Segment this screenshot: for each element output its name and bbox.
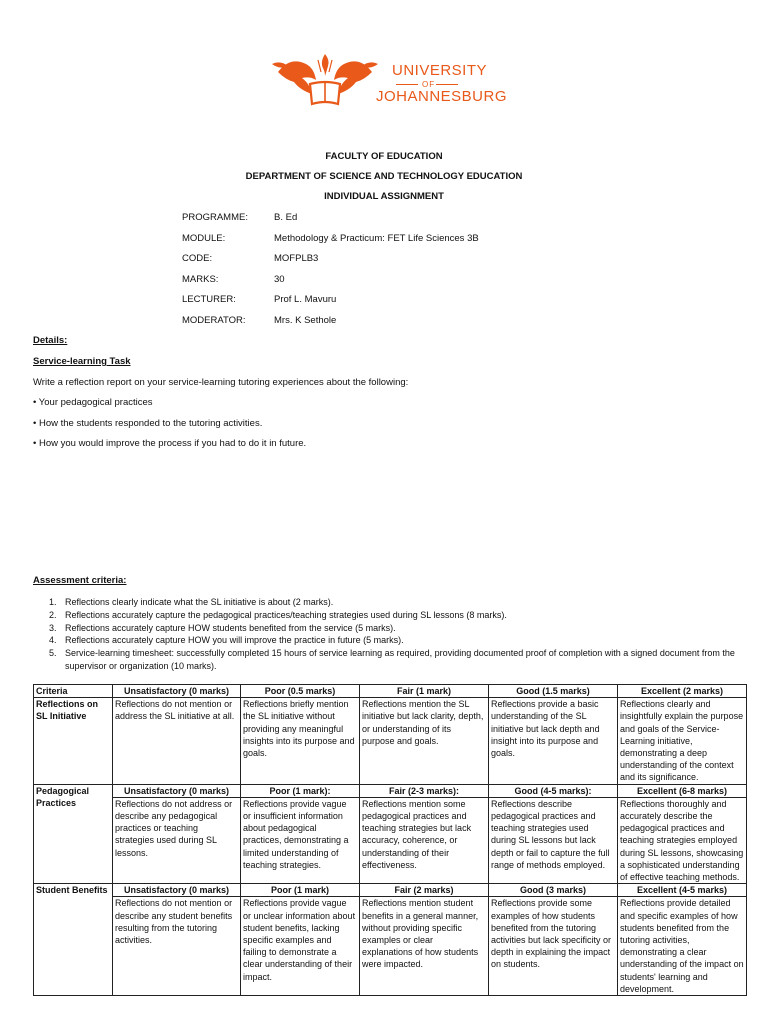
rubric-table	[33, 684, 747, 996]
rubric-cell: Reflections describe pedagogical practices and teaching strategies used during SL lessons but lack depth or fail to capture the full range of methods employed.	[489, 797, 618, 883]
criteria-item	[33, 622, 753, 635]
rubric-header-cell: Unsatisfactory (0 marks)	[113, 685, 241, 698]
bullet-item: • How you would improve the process if you had to do it in future.	[33, 438, 307, 449]
rubric-row-pedagogical	[34, 784, 747, 797]
rubric-cell: Reflections do not mention or address the SL initiative at all.	[113, 698, 241, 784]
rubric-level-label: Fair (2-3 marks):	[360, 784, 489, 797]
rubric-row-student-benefits-desc	[34, 897, 747, 996]
criteria-list	[33, 596, 753, 673]
rubric-criterion-name: Student Benefits	[34, 884, 113, 996]
rubric-row-sl-initiative	[34, 698, 747, 784]
rubric-cell: Reflections provide some examples of how students benefited from the tutoring activities but lack specificity or depth in explaining the impact on students.	[489, 897, 618, 996]
rubric-criterion-name: Reflections on SL Initiative	[34, 698, 113, 784]
rubric-level-label: Excellent (6-8 marks)	[618, 784, 747, 797]
rubric-level-label: Excellent (4-5 marks)	[618, 884, 747, 897]
rubric-level-label: Poor (1 mark)	[241, 884, 360, 897]
logo-johannesburg-text: JOHANNESBURG	[376, 88, 508, 105]
info-value: MOFPLB3	[274, 253, 319, 264]
crest-icon	[270, 50, 380, 110]
rubric-cell: Reflections thoroughly and accurately describe the pedagogical practices and teaching strategies employed during SL lessons, showcasing a sophisticated understanding of effective teaching methods.	[618, 797, 747, 883]
rubric-cell: Reflections briefly mention the SL initiative without providing any meaningful insights into its purpose and goals.	[241, 698, 360, 784]
rubric-level-label: Fair (2 marks)	[360, 884, 489, 897]
rubric-cell: Reflections mention the SL initiative but lack clarity, depth, or understanding of its purpose and goals.	[360, 698, 489, 784]
criteria-number: 2.	[49, 609, 57, 620]
criteria-text: Service-learning timesheet: successfully completed 15 hours of service learning as required, providing documented proof of completion with a signed document from the supervisor or organization (10 marks).	[65, 648, 735, 671]
rubric-row-student-benefits	[34, 884, 747, 897]
criteria-text: Reflections accurately capture HOW you will improve the practice in future (5 marks).	[65, 635, 404, 646]
criteria-item	[33, 596, 753, 609]
department-heading: DEPARTMENT OF SCIENCE AND TECHNOLOGY EDUCATION	[245, 171, 523, 182]
info-value: Mrs. K Sethole	[274, 315, 337, 326]
criteria-number: 5.	[49, 648, 57, 659]
criteria-text: Reflections clearly indicate what the SL initiative is about (2 marks).	[65, 597, 334, 607]
rubric-criterion-name: Pedagogical Practices	[34, 784, 113, 884]
rubric-header-cell: Fair (1 mark)	[360, 685, 489, 698]
intro-text: Write a reflection report on your service-learning tutoring experiences about the following:	[33, 377, 409, 388]
rubric-header-cell: Good (1.5 marks)	[489, 685, 618, 698]
info-value: Prof L. Mavuru	[274, 294, 337, 305]
rubric-level-label: Unsatisfactory (0 marks)	[113, 784, 241, 797]
rubric-cell: Reflections do not address or describe any pedagogical practices or teaching strategies used during SL lessons.	[113, 797, 241, 883]
criteria-text: Reflections accurately capture the pedagogical practices/teaching strategies used during SL lessons (8 marks).	[65, 609, 507, 620]
bullet-item: • Your pedagogical practices	[33, 397, 153, 408]
info-label: PROGRAMME:	[182, 212, 248, 223]
info-value: Methodology & Practicum: FET Life Sciences 3B	[274, 233, 479, 244]
info-label: MARKS:	[182, 274, 219, 285]
assignment-heading: INDIVIDUAL ASSIGNMENT	[324, 191, 444, 202]
criteria-item	[33, 609, 753, 622]
rubric-level-label: Unsatisfactory (0 marks)	[113, 884, 241, 897]
info-value: B. Ed	[274, 212, 298, 223]
rubric-cell: Reflections provide vague or insufficient information about pedagogical practices, demonstrating a limited understanding of teaching strategies.	[241, 797, 360, 883]
criteria-number: 1.	[49, 597, 57, 607]
criteria-number: 3.	[49, 622, 57, 633]
task-heading: Service-learning Task	[33, 356, 131, 367]
rubric-cell: Reflections provide vague or unclear information about student benefits, lacking specific examples and failing to demonstrate a clear understanding of their impact.	[241, 897, 360, 996]
info-value: 30	[274, 274, 285, 285]
bullet-item: • How the students responded to the tutoring activities.	[33, 418, 263, 429]
rubric-header-cell: Criteria	[34, 685, 113, 698]
criteria-item	[33, 647, 753, 673]
assessment-heading: Assessment criteria:	[33, 575, 127, 586]
criteria-text: Reflections accurately capture HOW students benefited from the service (5 marks).	[65, 622, 396, 633]
rubric-cell: Reflections clearly and insightfully explain the purpose and goals of the Service-Learning initiative, demonstrating a deep understanding of the context and its significance.	[618, 698, 747, 784]
rubric-cell: Reflections do not mention or describe any student benefits resulting from the tutoring activities.	[113, 897, 241, 996]
rubric-row-pedagogical-desc	[34, 797, 747, 883]
info-label: LECTURER:	[182, 294, 236, 305]
logo-rule-left	[396, 84, 418, 85]
rubric-cell: Reflections provide a basic understanding of the SL initiative but lack depth and insight into its purpose and goals.	[489, 698, 618, 784]
rubric-cell: Reflections mention some pedagogical practices and teaching strategies but lack accuracy, coherence, or understanding of their effectiveness.	[360, 797, 489, 883]
info-label: MODERATOR:	[182, 315, 246, 326]
rubric-header-row	[34, 685, 747, 698]
logo-rule-right	[436, 84, 458, 85]
rubric-cell: Reflections mention student benefits in a general manner, without providing specific examples or clear explanations of how students were impacted.	[360, 897, 489, 996]
rubric-header-cell: Poor (0.5 marks)	[241, 685, 360, 698]
rubric-level-label: Good (3 marks)	[489, 884, 618, 897]
university-logo	[270, 50, 510, 110]
criteria-number: 4.	[49, 635, 57, 646]
rubric-level-label: Good (4-5 marks):	[489, 784, 618, 797]
logo-of-text: OF	[422, 80, 436, 89]
criteria-item	[33, 634, 753, 647]
details-heading: Details:	[33, 335, 68, 346]
logo-university-text: UNIVERSITY	[392, 62, 488, 79]
rubric-cell: Reflections provide detailed and specific examples of how students benefited from the tutoring activities, demonstrating a clear understanding of the impact on students' learning and development.	[618, 897, 747, 996]
rubric-level-label: Poor (1 mark):	[241, 784, 360, 797]
faculty-heading: FACULTY OF EDUCATION	[325, 151, 443, 162]
rubric-header-cell: Excellent (2 marks)	[618, 685, 747, 698]
info-label: CODE:	[182, 253, 213, 264]
info-label: MODULE:	[182, 233, 226, 244]
